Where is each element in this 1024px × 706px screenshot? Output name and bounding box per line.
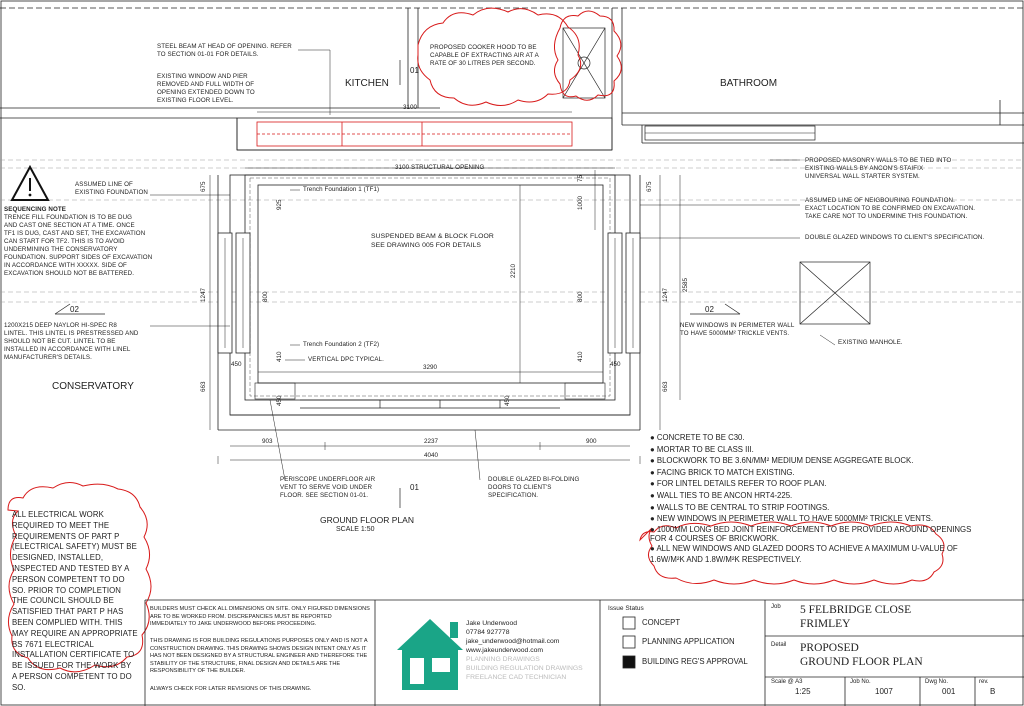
note-neighbouring-foundation: ASSUMED LINE OF NEIGBOURING FOUNDATION. EXACT LOCATION TO BE CONFIRMED ON EXCAVATION. TAKE CARE NOT TO UNDERMINE THIS FOUNDATION. <box>805 197 976 220</box>
note-electrical: ALL ELECTRICAL WORK REQUIRED TO MEET THE REQUIREMENTS OF PART P (ELECTRICAL SAFETY) MUST BE DESIGNED, INSTALLED, INSPECTED AND TESTED BY A PERSON COMPETENT TO DO SO. PRIOR TO COMPLETION THE COUNCIL SHOULD BE SATISFIED THAT PART P HAS BEEN COMPLIED WITH. THIS MAY REQUIRE AN APPROPRIATE BS 7671 ELECTRICAL INSTALLATION CERTIFICATE TO BE ISSUED FOR THE WORK BY A PERSON COMPETENT TO DO SO. <box>12 510 138 692</box>
dim-75: 75 <box>577 174 584 182</box>
dim-1247-left: 1247 <box>200 287 207 302</box>
jobno-value: 1007 <box>875 687 893 696</box>
note-existing-manhole: EXISTING MANHOLE. <box>838 339 903 346</box>
section-mark-top: 01 <box>410 66 419 75</box>
status-checkbox-concept <box>623 617 635 629</box>
dim-903: 903 <box>262 438 273 445</box>
sequencing-title: SEQUENCING NOTE <box>4 206 67 213</box>
dim-900: 900 <box>586 438 597 445</box>
dim-1000: 1000 <box>577 195 584 210</box>
status-planning: PLANNING APPLICATION <box>642 637 735 646</box>
contact-web[interactable]: www.jakeunderwood.com <box>466 647 544 654</box>
spec-note: ● FACING BRICK TO MATCH EXISTING. <box>650 467 795 477</box>
dim-3290: 3290 <box>423 364 438 371</box>
status-building-regs: BUILDING REG'S APPROVAL <box>642 657 748 666</box>
job-label: Job <box>771 604 781 610</box>
spec-note: ● WALLS TO BE CENTRAL TO STRIP FOOTINGS. <box>650 502 830 512</box>
dim-2585: 2585 <box>682 277 689 292</box>
dim-410-right: 410 <box>577 351 584 362</box>
dim-800-right: 800 <box>577 291 584 302</box>
jobno-label: Job No. <box>850 679 871 685</box>
sheet-border <box>1 1 1023 705</box>
spec-note: ● 1000MM LONG BED JOINT REINFORCEMENT TO BE PROVIDED AROUND OPENINGS FOR 4 COURSES OF BRICKWORK. <box>650 524 972 543</box>
spec-note: ● CONCRETE TO BE C30. <box>650 433 745 442</box>
dwgno-value: 001 <box>942 687 956 696</box>
section-ref-right: 02 <box>705 305 714 314</box>
note-lintel: 1200X215 DEEP NAYLOR HI-SPEC R8 LINTEL. THIS LINTEL IS PRESTRESSED AND SHOULD NOT BE CUT. LINTEL TO BE INSTALLED IN ACCORDANCE WITH LINEL MANUFACTURER'S DETAILS. <box>4 322 139 361</box>
dim-675-left: 675 <box>200 181 207 192</box>
scale-value: 1:25 <box>795 687 811 696</box>
rev-value: B <box>990 687 996 696</box>
status-checkbox-building <box>623 656 635 668</box>
window-glass <box>225 238 633 348</box>
detail-label: Detail <box>771 642 787 648</box>
note-structural-opening: 3100 STRUCTURAL OPENING <box>395 164 485 171</box>
dim-2237: 2237 <box>424 438 439 445</box>
spec-note: ● FOR LINTEL DETAILS REFER TO ROOF PLAN. <box>650 479 827 489</box>
bifold-doors <box>300 400 560 408</box>
removed-window <box>257 122 572 146</box>
note-masonry-walls: PROPOSED MASONRY WALLS TO BE TIED INTO EXISTING WALLS BY ANCON'S STAIFIX UNIVERSAL WALL STARTER SYSTEM. <box>805 157 952 180</box>
note-trench-2: Trench Foundation 2 (TF2) <box>303 341 380 348</box>
issue-status-label: Issue Status <box>608 605 644 612</box>
contact-email[interactable]: jake_underwood@hotmail.com <box>466 638 560 645</box>
job-address-2: FRIMLEY <box>800 618 851 630</box>
detail-line-2: GROUND FLOOR PLAN <box>800 656 923 668</box>
dim-2210: 2210 <box>510 263 517 278</box>
note-steel-beam: STEEL BEAM AT HEAD OF OPENING. REFER TO SECTION 01-01 FOR DETAILS. <box>157 43 292 58</box>
section-mark-bottom: 01 <box>410 483 419 492</box>
service-planning: PLANNING DRAWINGS <box>466 656 540 663</box>
room-label-bathroom: BATHROOM <box>720 78 778 89</box>
note-double-glazed: DOUBLE GLAZED WINDOWS TO CLIENT'S SPECIFICATION. <box>805 234 985 241</box>
dim-1247-right: 1247 <box>662 287 669 302</box>
status-checkbox-planning <box>623 636 635 648</box>
dim-925: 925 <box>276 199 283 210</box>
manhole-symbol <box>800 262 870 324</box>
existing-walls <box>0 8 1024 150</box>
dim-450-bottom-left: 450 <box>276 395 283 406</box>
section-ref-left: 02 <box>70 305 79 314</box>
status-concept: CONCEPT <box>642 618 681 627</box>
disclaimer-2: THIS DRAWING IS FOR BUILDING REGULATIONS PURPOSES ONLY AND IS NOT A CONSTRUCTION DRAWING. THIS DRAWING SHOWS DESIGN INTENT ONLY AS IT HAS NOT BEEN DESIGNED BY A STRUCTURAL ENGINEER AND THEREFORE THE STABILITY OF THE STRUCTURE, FINAL DESIGN AND DETAILS ARE THE RESPONSIBILITY OF THE BUILDER. <box>150 638 368 675</box>
extension-walls <box>218 175 640 430</box>
dim-800-left: 800 <box>262 291 269 302</box>
spec-notes <box>650 432 980 565</box>
warning-triangle-icon <box>12 167 48 200</box>
dim-4040: 4040 <box>424 452 439 459</box>
spec-note: ● BLOCKWORK TO BE 3.6N/MM² MEDIUM DENSE AGGREGATE BLOCK. <box>650 456 914 466</box>
rev-label: rev. <box>979 679 989 685</box>
revision-cloud-hood-symbol <box>554 11 621 100</box>
plan-title: GROUND FLOOR PLAN <box>320 515 414 525</box>
note-trench-1: Trench Foundation 1 (TF1) <box>303 186 380 193</box>
note-suspended-floor: SUSPENDED BEAM & BLOCK FLOOR SEE DRAWING 005 FOR DETAILS <box>371 233 494 249</box>
dim-663-right: 663 <box>662 381 669 392</box>
dim-450-left: 450 <box>231 361 242 368</box>
note-cooker-hood: PROPOSED COOKER HOOD TO BE CAPABLE OF EXTRACTING AIR AT A RATE OF 30 LITRES PER SECOND. <box>430 44 539 67</box>
service-cad: FREELANCE CAD TECHNICIAN <box>466 674 567 681</box>
dim-410-left: 410 <box>276 351 283 362</box>
contact-phone: 07784 927778 <box>466 629 510 636</box>
dim-450-bottom-mid: 450 <box>504 395 511 406</box>
note-existing-foundation: ASSUMED LINE OF EXISTING FOUNDATION <box>75 181 148 196</box>
dim-663-left: 663 <box>200 381 207 392</box>
plan-scale: SCALE 1:50 <box>336 526 375 533</box>
detail-line-1: PROPOSED <box>800 642 859 654</box>
sequencing-body: TRENCE FILL FOUNDATION IS TO BE DUG AND CAST ONE SECTION AT A TIME. ONCE TF1 IS DUG, CAST AND SET, THE EXCAVATION CAN START FOR TF2. THIS IS TO AVOID UNDERMINING THE CONSERVATORY FOUNDATION. SUPPORT SIDES OF EXCAVATION IN ACCORDANCE WITH XXXXX. SIDE OF EXCAVATION SHOULD NOT BE BATTERED. <box>4 214 153 277</box>
room-label-conservatory: CONSERVATORY <box>52 381 134 392</box>
leader-lines <box>150 50 835 480</box>
dwgno-label: Dwg No. <box>925 679 949 685</box>
foundation-lines <box>0 160 1024 302</box>
note-new-windows: NEW WINDOWS IN PERIMETER WALL TO HAVE 5000MM² TRICKLE VENTS. <box>680 322 795 337</box>
service-building-regs: BUILDING REGULATION DRAWINGS <box>466 665 583 672</box>
room-label-kitchen: KITCHEN <box>345 78 389 89</box>
dim-675-right: 675 <box>646 181 653 192</box>
note-vertical-dpc: VERTICAL DPC TYPICAL. <box>308 356 384 363</box>
cooker-hood-symbol <box>563 28 605 98</box>
note-existing-window: EXISTING WINDOW AND PIER REMOVED AND FULL WIDTH OF OPENING EXTENDED DOWN TO EXISTING FLOOR LEVEL. <box>157 73 255 104</box>
note-periscope: PERISCOPE UNDERFLOOR AIR VENT TO SERVE VOID UNDER FLOOR. SEE SECTION 01-01. <box>280 476 376 499</box>
spec-note: ● ALL NEW WINDOWS AND GLAZED DOORS TO ACHIEVE A MAXIMUM U-VALUE OF 1.6W/M²K AND 1.8W/M²K RESPECTIVELY. <box>650 543 958 564</box>
disclaimer-1: BUILDERS MUST CHECK ALL DIMENSIONS ON SITE. ONLY FIGURED DIMENSIONS ARE TO BE WORKED FROM. DISCREPANCIES MUST BE REPORTED IMMEDIATELY TO JAKE UNDERWOOD BEFORE PROCEEDING. <box>150 606 370 628</box>
note-bifolding: DOUBLE GLAZED BI-FOLDING DOORS TO CLIENT'S SPECIFICATION. <box>488 476 580 499</box>
dim-450-right: 450 <box>610 361 621 368</box>
scale-label: Scale @ A3 <box>771 679 803 685</box>
job-address-1: 5 FELBRIDGE CLOSE <box>800 604 912 616</box>
contact-name: Jake Underwood <box>466 620 518 627</box>
spec-note: ● WALL TIES TO BE ANCON HRT4-225. <box>650 490 793 500</box>
spec-note: ● MORTAR TO BE CLASS III. <box>650 444 754 454</box>
dim-3100: 3100 <box>403 104 418 111</box>
house-logo-icon <box>397 619 463 690</box>
spec-note: ● NEW WINDOWS IN PERIMETER WALL TO HAVE 5000MM² TRICKLE VENTS. <box>650 514 934 524</box>
disclaimer-3: ALWAYS CHECK FOR LATER REVISIONS OF THIS DRAWING. <box>150 686 312 692</box>
